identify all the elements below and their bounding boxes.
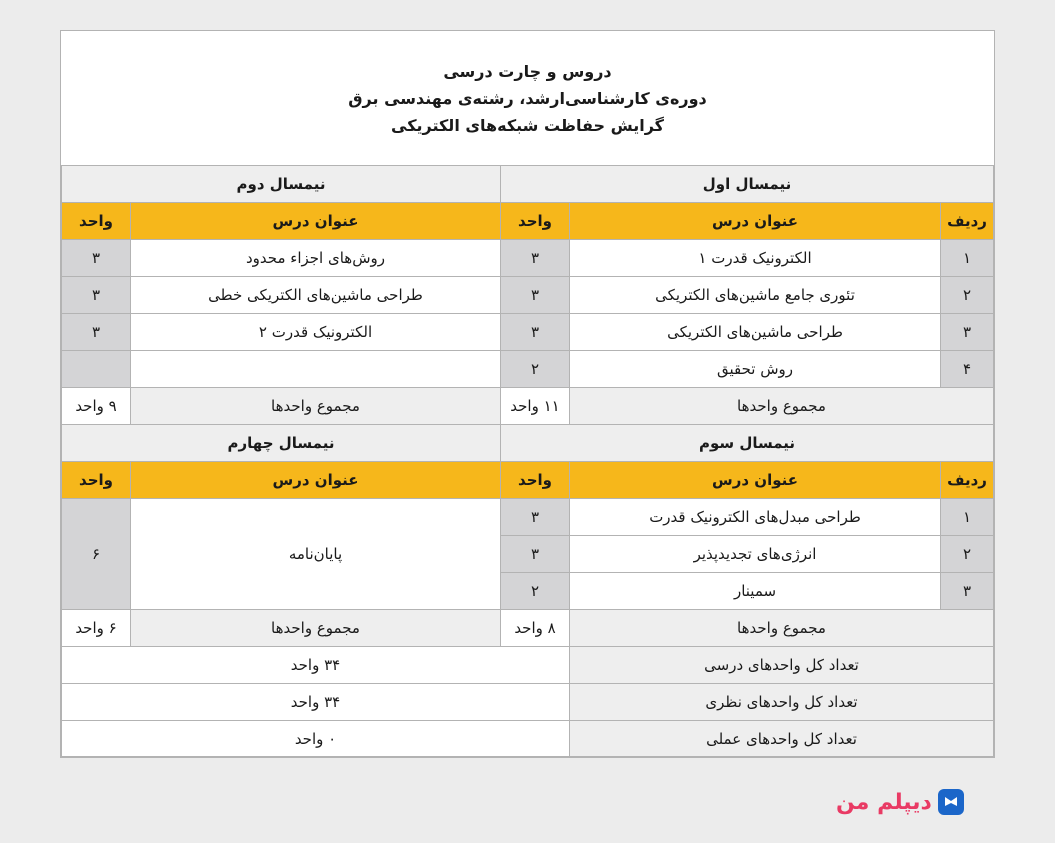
header-degree: دوره‌ی کارشناسی‌ارشد، رشته‌ی مهندسی برق <box>348 88 707 108</box>
semester2-course-title: الکترونیک قدرت ۲ <box>130 313 501 351</box>
semester4-thesis-title: پایان‌نامه <box>130 498 501 610</box>
semester4-col-units: واحد <box>61 461 131 499</box>
semester3-course-title: طراحی مبدل‌های الکترونیک قدرت <box>569 498 941 536</box>
semester1-col-title: عنوان درس <box>569 202 941 240</box>
summary-value: ۳۴ واحد <box>61 683 570 721</box>
semester2-title: نیمسال دوم <box>61 165 501 203</box>
semester3-title: نیمسال سوم <box>500 424 994 462</box>
semester1-title: نیمسال اول <box>500 165 994 203</box>
semester4-title: نیمسال چهارم <box>61 424 501 462</box>
semester1-col-row: ردیف <box>940 202 994 240</box>
semester2-course-units <box>61 350 131 388</box>
semester1-course-title: طراحی ماشین‌های الکتریکی <box>569 313 941 351</box>
semester3-total-label: مجموع واحدها <box>569 609 994 647</box>
semester1-row-num: ۲ <box>940 276 994 314</box>
summary-value: ۳۴ واحد <box>61 646 570 684</box>
semester1-total-value: ۱۱ واحد <box>500 387 570 425</box>
diplomeman-logo <box>836 787 964 817</box>
curriculum-table <box>61 31 994 757</box>
semester1-course-title: تئوری جامع ماشین‌های الکتریکی <box>569 276 941 314</box>
semester3-course-title: سمینار <box>569 572 941 610</box>
semester2-course-title: روش‌های اجزاء محدود <box>130 239 501 277</box>
semester2-course-title: طراحی ماشین‌های الکتریکی خطی <box>130 276 501 314</box>
semester1-course-units: ۳ <box>500 239 570 277</box>
semester2-col-title: عنوان درس <box>130 202 501 240</box>
summary-label: تعداد کل واحدهای عملی <box>569 720 994 757</box>
summary-value: ۰ واحد <box>61 720 570 757</box>
semester3-course-title: انرژی‌های تجدیدپذیر <box>569 535 941 573</box>
semester3-course-units: ۳ <box>500 535 570 573</box>
semester3-row-num: ۲ <box>940 535 994 573</box>
semester1-course-title: الکترونیک قدرت ۱ <box>569 239 941 277</box>
semester2-course-title <box>130 350 501 388</box>
semester2-course-units: ۳ <box>61 313 131 351</box>
logo-text: دیپلم من <box>836 789 932 815</box>
summary-label: تعداد کل واحدهای درسی <box>569 646 994 684</box>
semester3-row-num: ۱ <box>940 498 994 536</box>
semester1-col-units: واحد <box>500 202 570 240</box>
semester1-course-title: روش تحقیق <box>569 350 941 388</box>
summary-label: تعداد کل واحدهای نظری <box>569 683 994 721</box>
header-specialization: گرایش حفاظت شبکه‌های الکتریکی <box>391 115 664 135</box>
semester1-total-label: مجموع واحدها <box>569 387 994 425</box>
semester1-course-units: ۲ <box>500 350 570 388</box>
diplomeman-logo-icon <box>938 789 964 815</box>
semester2-col-units: واحد <box>61 202 131 240</box>
semester3-course-units: ۳ <box>500 498 570 536</box>
semester2-total-label: مجموع واحدها <box>130 387 501 425</box>
semester4-col-title: عنوان درس <box>130 461 501 499</box>
semester3-col-row: ردیف <box>940 461 994 499</box>
curriculum-sheet <box>60 30 995 758</box>
semester1-row-num: ۴ <box>940 350 994 388</box>
semester2-course-units: ۳ <box>61 276 131 314</box>
semester2-total-value: ۹ واحد <box>61 387 131 425</box>
semester3-col-units: واحد <box>500 461 570 499</box>
header-title: دروس و چارت درسی <box>443 61 612 81</box>
semester4-thesis-units: ۶ <box>61 498 131 610</box>
semester1-course-units: ۳ <box>500 276 570 314</box>
semester1-row-num: ۱ <box>940 239 994 277</box>
semester1-row-num: ۳ <box>940 313 994 351</box>
semester1-course-units: ۳ <box>500 313 570 351</box>
semester3-total-value: ۸ واحد <box>500 609 570 647</box>
semester3-course-units: ۲ <box>500 572 570 610</box>
semester3-row-num: ۳ <box>940 572 994 610</box>
semester2-course-units: ۳ <box>61 239 131 277</box>
semester4-total-value: ۶ واحد <box>61 609 131 647</box>
semester4-total-label: مجموع واحدها <box>130 609 501 647</box>
semester3-col-title: عنوان درس <box>569 461 941 499</box>
